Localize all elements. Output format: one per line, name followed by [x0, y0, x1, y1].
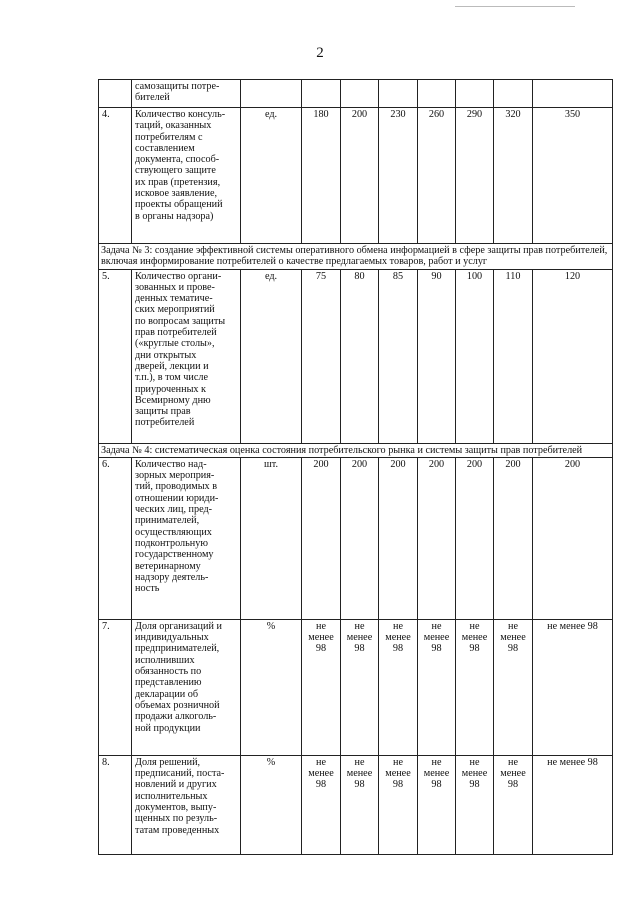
year-value: 180	[302, 108, 341, 244]
year-value: 200	[418, 457, 456, 619]
unit-of-measure: шт.	[241, 457, 302, 619]
year-value: не менее 98	[494, 755, 533, 854]
indicator-row	[99, 269, 613, 443]
indicator-row	[99, 108, 613, 244]
continued-row	[99, 80, 613, 108]
year-value: не менее 98	[302, 755, 341, 854]
row-number	[99, 80, 132, 108]
top-edge-mark	[455, 6, 575, 8]
final-value: не менее 98	[533, 755, 613, 854]
year-value: 200	[379, 457, 418, 619]
empty-cell	[302, 80, 341, 108]
year-value: не менее 98	[456, 755, 494, 854]
year-value: не менее 98	[379, 755, 418, 854]
year-value: 200	[494, 457, 533, 619]
year-value: 230	[379, 108, 418, 244]
indicators-table	[98, 79, 613, 855]
indicator-description: Количество органи- зованных и прове- денных тематиче- ских мероприятий по вопросам защиты прав потребителей («круглые столы», дни открытых дверей, лекции и т.п.), в том числе приуроченных к Всемирному дню защиты прав потребителей	[132, 269, 241, 443]
year-value: не менее 98	[302, 619, 341, 755]
year-value: не менее 98	[456, 619, 494, 755]
year-value: 200	[302, 457, 341, 619]
empty-cell	[456, 80, 494, 108]
task-heading: Задача № 4: систематическая оценка состояния потребительского рынка и системы защиты прав потребителей	[99, 443, 613, 457]
year-value: не менее 98	[341, 619, 379, 755]
final-value: 350	[533, 108, 613, 244]
unit-of-measure: ед.	[241, 108, 302, 244]
final-value: не менее 98	[533, 619, 613, 755]
indicator-description: самозащиты потре- бителей	[132, 80, 241, 108]
year-value: 80	[341, 269, 379, 443]
row-number: 8.	[99, 755, 132, 854]
year-value: не менее 98	[418, 755, 456, 854]
indicator-description: Количество консуль- таций, оказанных потребителям с составлением документа, способ- ствующего защите их прав (претензия, исковое заявление, проекты обращений в органы надзора)	[132, 108, 241, 244]
page-number: 2	[316, 45, 324, 61]
row-number: 7.	[99, 619, 132, 755]
indicator-description: Доля решений, предписаний, поста- новлений и других исполнительных документов, выпу- щенных по резуль- татам проведенных	[132, 755, 241, 854]
empty-cell	[533, 80, 613, 108]
task-heading-row	[99, 244, 613, 270]
row-number: 4.	[99, 108, 132, 244]
indicator-row	[99, 755, 613, 854]
empty-cell	[341, 80, 379, 108]
indicator-description: Количество над- зорных мероприя- тий, проводимых в отношении юриди- ческих лиц, пред- принимателей, осуществляющих подконтрольную государственному ветеринарному надзору деятель- ность	[132, 457, 241, 619]
year-value: 320	[494, 108, 533, 244]
year-value: не менее 98	[341, 755, 379, 854]
year-value: не менее 98	[494, 619, 533, 755]
year-value: 200	[341, 108, 379, 244]
indicator-row	[99, 619, 613, 755]
task-heading-row	[99, 443, 613, 457]
year-value: 100	[456, 269, 494, 443]
row-number: 5.	[99, 269, 132, 443]
year-value: 85	[379, 269, 418, 443]
year-value: 110	[494, 269, 533, 443]
empty-cell	[379, 80, 418, 108]
row-number: 6.	[99, 457, 132, 619]
final-value: 120	[533, 269, 613, 443]
empty-cell	[241, 80, 302, 108]
year-value: 75	[302, 269, 341, 443]
year-value: не менее 98	[379, 619, 418, 755]
indicator-row	[99, 457, 613, 619]
year-value: 290	[456, 108, 494, 244]
year-value: 200	[456, 457, 494, 619]
year-value: 260	[418, 108, 456, 244]
unit-of-measure: ед.	[241, 269, 302, 443]
unit-of-measure: %	[241, 619, 302, 755]
unit-of-measure: %	[241, 755, 302, 854]
indicator-description: Доля организаций и индивидуальных предпринимателей, исполнивших обязанность по представлению декларации об объемах розничной продажи алкоголь- ной продукции	[132, 619, 241, 755]
year-value: 90	[418, 269, 456, 443]
empty-cell	[494, 80, 533, 108]
year-value: 200	[341, 457, 379, 619]
final-value: 200	[533, 457, 613, 619]
year-value: не менее 98	[418, 619, 456, 755]
task-heading: Задача № 3: создание эффективной системы оперативного обмена информацией в сфере защиты прав потребителей, включая информирование потребителей о качестве предлагаемых товаров, работ и услуг	[99, 244, 613, 270]
empty-cell	[418, 80, 456, 108]
